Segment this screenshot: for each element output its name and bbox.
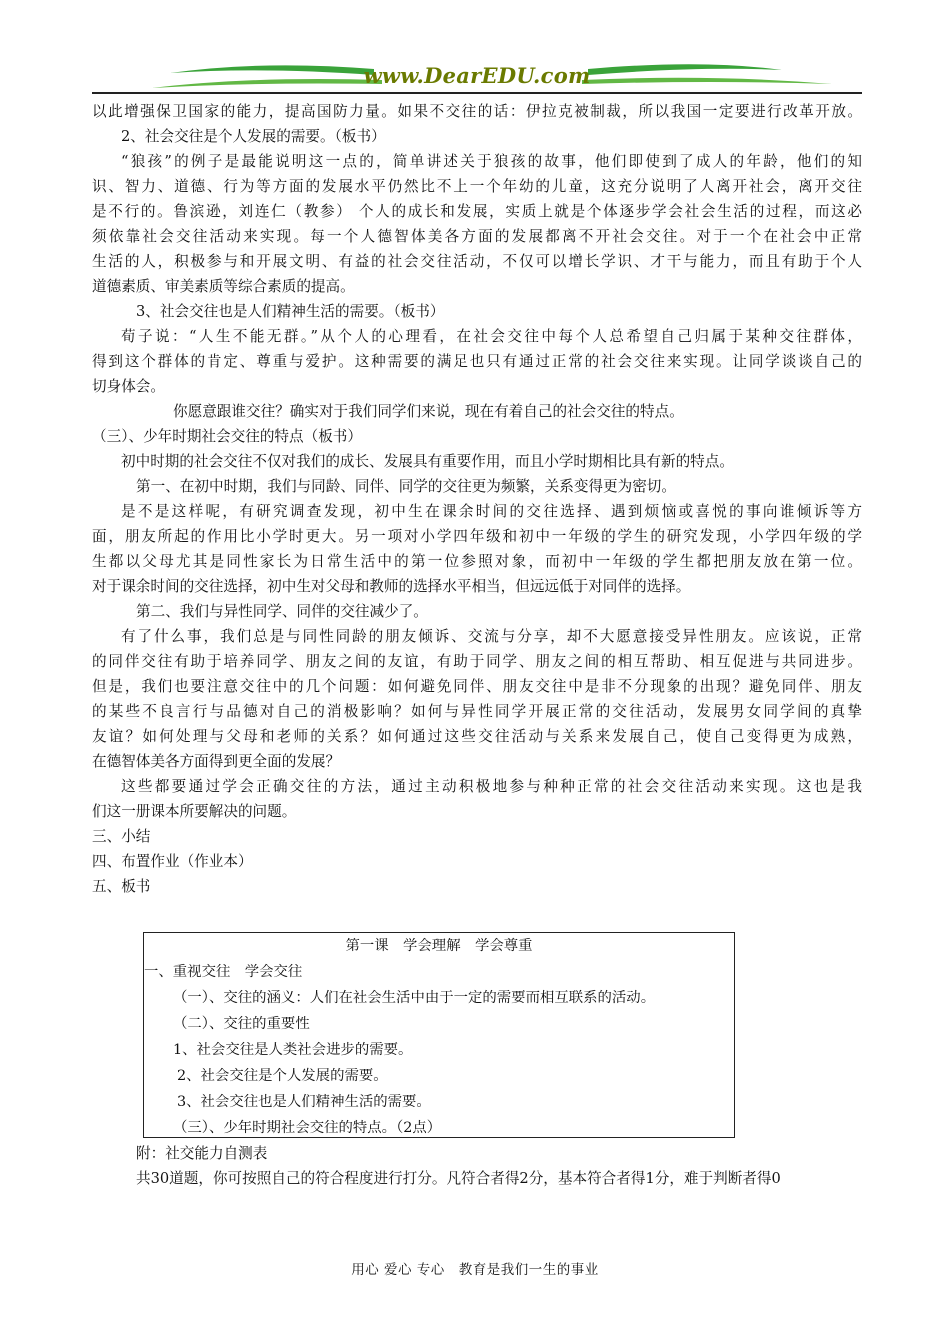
board-item: 3、社会交往也是人们精神生活的需要。: [177, 1094, 431, 1110]
paragraph-line: 有了什么事，我们总是与同性同龄的朋友倾诉、交流与分享，却不大愿意接受异性朋友。应该说，正常: [121, 628, 862, 645]
paragraph-line: 友谊？如何处理与父母和老师的关系？如何通过这些交往活动与关系来发展自己，使自己变得更为成熟，: [92, 728, 862, 745]
paragraph-line: 对于课余时间的交往选择，初中生对父母和教师的选择水平相当，但远远低于对同伴的选择。: [92, 578, 691, 595]
paragraph-line: 第一、在初中时期，我们与同龄、同伴、同学的交往更为频繁，关系变得更为密切。: [136, 478, 676, 495]
paragraph-line: 道德素质、审美素质等综合素质的提高。: [92, 278, 355, 295]
section-heading: 五、板书: [92, 878, 151, 895]
document-body: [92, 99, 862, 899]
paragraph-line: 第二、我们与异性同学、同伴的交往减少了。: [136, 603, 428, 620]
section-heading: （三）、少年时期社会交往的特点（板书）: [92, 428, 362, 445]
paragraph-line: 须依靠社会交往活动来实现。每一个人德智体美各方面的发展都离不开社会交往。对于一个在社会中正常: [92, 228, 862, 245]
paragraph-line: 在德智体美各方面得到更全面的发展？: [92, 753, 341, 770]
board-title: 第一课 学会理解 学会尊重: [345, 938, 533, 954]
paragraph-line: 的同伴交往有助于培养同学、朋友之间的友谊，有助于同学、朋友之间的相互帮助、相互促进与共同进步。: [92, 653, 862, 670]
section-heading: 四、布置作业（作业本）: [92, 853, 253, 870]
board-item: （一）、交往的涵义：人们在社会生活中由于一定的需要而相互联系的活动。: [173, 990, 656, 1006]
appendix-section: [92, 1141, 862, 1191]
section-heading: 三、小结: [92, 828, 151, 845]
appendix-title: 附：社交能力自测表: [136, 1145, 268, 1162]
paragraph-line: 生活的人，积极参与和开展文明、有益的社会交往活动，不仅可以增长学识、才干与能力，而且有助于个人: [92, 253, 862, 270]
paragraph-line: 的某些不良言行与品德对自己的消极影响？如何与异性同学开展正常的交往活动，发展男女同学间的真挚: [92, 703, 862, 720]
paragraph-line: 是不是这样呢，有研究调查发现，初中生在课余时间的交往选择、遇到烦恼或喜悦的事向谁倾诉等方: [121, 503, 862, 520]
paragraph-line: 以此增强保卫国家的能力，提高国防力量。如果不交往的话：伊拉克被制裁，所以我国一定要进行改革开放。: [92, 103, 862, 120]
site-logo-text: www.DearEDU.com: [363, 63, 591, 88]
paragraph-line: 切身体会。: [92, 378, 165, 395]
board-item: 一、重视交往 学会交往: [144, 964, 303, 980]
board-item: （二）、交往的重要性: [173, 1016, 310, 1032]
page-footer: 用心 爱心 专心 教育是我们一生的事业: [351, 1262, 599, 1278]
board-item: 1、社会交往是人类社会进步的需要。: [173, 1042, 413, 1058]
board-item: （三）、少年时期社会交往的特点。（2点）: [173, 1120, 442, 1136]
paragraph-line: 但是，我们也要注意交往中的几个问题：如何避免同伴、朋友交往中是非不分现象的出现？避免同伴、朋友: [92, 678, 862, 695]
section-heading: 3、社会交往也是人们精神生活的需要。（板书）: [136, 303, 445, 320]
paragraph-line: 面，朋友所起的作用比小学时更大。另一项对小学四年级和初中一年级的学生的研究发现，小学四年级的学: [92, 528, 862, 545]
blackboard-summary-box: [143, 932, 735, 1138]
paragraph-line: 是不行的。鲁滨逊，刘连仁（教参） 个人的成长和发展，实质上就是个体逐步学会社会生活的过程，而这必: [92, 203, 862, 220]
board-item: 2、社会交往是个人发展的需要。: [177, 1068, 388, 1084]
paragraph-line: 们这一册课本所要解决的问题。: [92, 803, 297, 820]
section-heading: 2、社会交往是个人发展的需要。（板书）: [121, 128, 386, 145]
paragraph-line: 这些都要通过学会正确交往的方法，通过主动积极地参与种种正常的社会交往活动来实现。这也是我: [121, 778, 862, 795]
paragraph-line: “狼孩”的例子是最能说明这一点的，简单讲述关于狼孩的故事，他们即使到了成人的年龄，他们的知: [121, 153, 862, 170]
paragraph-line: 荀子说：“人生不能无群。”从个人的心理看，在社会交往中每个人总希望自己归属于某种交往群体，: [121, 328, 862, 345]
paragraph-line: 识、智力、道德、行为等方面的发展水平仍然比不上一个年幼的儿童，这充分说明了人离开社会，离开交往: [92, 178, 862, 195]
paragraph-line: 你愿意跟谁交往？确实对于我们同学们来说，现在有着自己的社会交往的特点。: [173, 403, 684, 420]
paragraph-line: 初中时期的社会交往不仅对我们的成长、发展具有重要作用，而且小学时期相比具有新的特点。: [121, 453, 734, 470]
paragraph-line: 生都以父母尤其是同性家长为日常生活中的第一位参照对象，而初中一年级的学生都把朋友放在第一位。: [92, 553, 862, 570]
appendix-text: 共30道题，你可按照自己的符合程度进行打分。凡符合者得2分，基本符合者得1分，难于判断者得0: [136, 1170, 781, 1187]
paragraph-line: 得到这个群体的肯定、尊重与爱护。这种需要的满足也只有通过正常的社会交往来实现。让同学谈谈自己的: [92, 353, 862, 370]
header-rule: [92, 92, 862, 94]
site-header: [92, 58, 862, 98]
